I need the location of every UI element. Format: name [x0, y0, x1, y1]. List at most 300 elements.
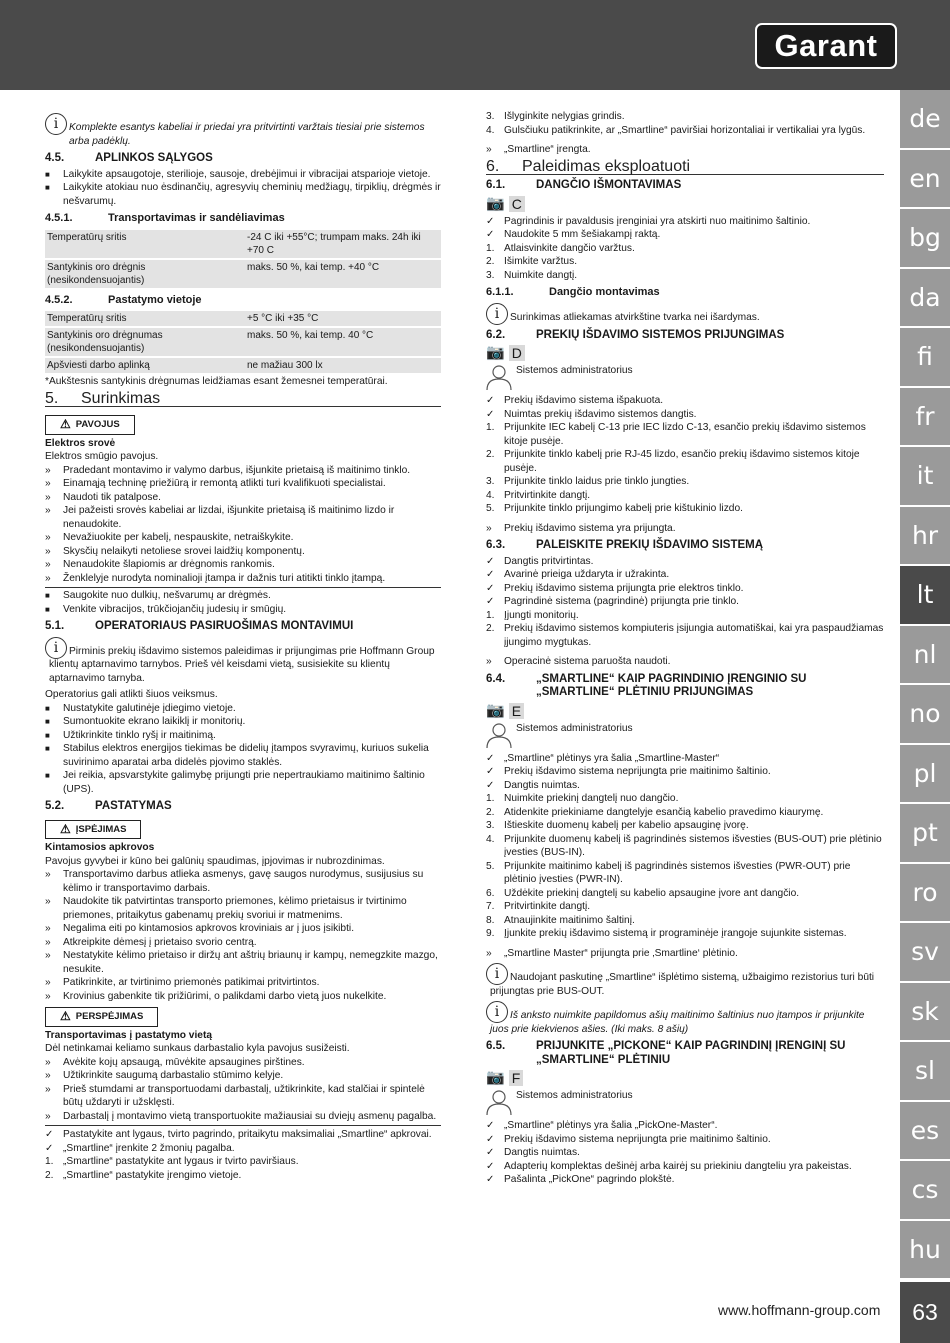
list	[486, 110, 884, 137]
section-heading: 4.5. APLINKOS SĄLYGOS	[45, 152, 213, 164]
result-line	[486, 655, 884, 669]
list-marker: ✓	[486, 596, 495, 607]
person-icon	[486, 1089, 512, 1115]
info-text: Naudojant paskutinę „Smartline“ išplėtimo sistemą, užbaigimo rezistorius turi būti prijungtas prie BUS-OUT.	[490, 972, 875, 997]
list-item-text: Atidenkite priekiniame dangtelyje esančią kabelio pravedimo kiaurymę.	[504, 806, 824, 818]
figure-ref	[486, 703, 884, 719]
list-item-text: Nustatykite galutinėje įdiegimo vietoje.	[63, 702, 236, 714]
camera-icon: 📷	[486, 1069, 505, 1086]
list-item-text: Užtikrinkite tinklo ryšį ir maitinimą.	[63, 729, 216, 741]
list-marker: ✓	[486, 1160, 495, 1172]
list-item	[45, 181, 441, 208]
list-marker: »	[45, 896, 51, 907]
list-item	[486, 947, 884, 961]
list-marker: »	[45, 1083, 51, 1095]
list-marker: 3.	[486, 269, 495, 281]
list-item	[45, 1142, 441, 1156]
list-marker: ✓	[486, 229, 495, 240]
transport-conditions-table	[45, 228, 441, 290]
info-text: Pirminis prekių išdavimo sistemos paleidimas ir prijungimas prie Hoffmann Group klientų aptarnavimo tarnybos. Prieš vėl keisdami vietą, susisiekite su klientų aptarnavimo tarnyba.	[49, 645, 435, 684]
list-marker: 3.	[486, 111, 495, 122]
language-tab-bg[interactable]: bg	[900, 209, 950, 267]
language-tab-pl[interactable]: pl	[900, 745, 950, 803]
list-item	[45, 976, 441, 990]
info-note	[45, 113, 441, 148]
result-line	[486, 143, 884, 157]
section-heading: 5.1. OPERATORIAUS PASIRUOŠIMAS MONTAVIMUI	[45, 620, 354, 632]
list-item-text: Nuimtas prekių išdavimo sistemos dangtis.	[504, 408, 697, 420]
list-item-text: Skysčių nelaikyti netoliese srovei laidžių komponentų.	[63, 545, 305, 557]
list-item	[486, 819, 884, 833]
list	[486, 394, 884, 421]
language-tabs	[900, 90, 950, 1280]
list-marker: »	[486, 656, 492, 667]
list-item	[486, 448, 884, 475]
chapter-heading: 6. Paleidimas eksploatuoti	[486, 160, 884, 176]
intro-text: Operatorius gali atlikti šiuos veiksmus.	[45, 689, 218, 700]
list-marker: 4.	[486, 833, 495, 845]
result-line	[486, 522, 884, 536]
info-icon: i	[45, 637, 67, 659]
list-item	[45, 702, 441, 716]
list-marker: »	[45, 1070, 51, 1081]
table-cell-label: Santykinis oro drėgnumas (nesikondensuojantis)	[45, 328, 245, 356]
list	[486, 792, 884, 941]
list-item-text: Nuimkite dangtį.	[504, 269, 578, 281]
figure-ref	[486, 345, 884, 361]
list-item-text: Uždėkite priekinį dangtelį su kabelio apsaugine įvore ant dangčio.	[504, 887, 800, 899]
warning-triangle-icon: ⚠	[60, 821, 71, 836]
list-marker: ✓	[486, 569, 495, 580]
list-item-text: „Smartline“ įrengta.	[504, 144, 591, 155]
language-tab-en[interactable]: en	[900, 150, 950, 208]
table-cell-value: -24 C iki +55°C; trumpam maks. 24h iki +70 C	[245, 230, 441, 258]
table-cell-label: Santykinis oro drėgnis (nesikondensuojantis)	[45, 260, 245, 288]
list-marker: »	[486, 522, 492, 534]
left-column	[45, 110, 441, 1182]
section-heading: 6.1.1. Dangčio montavimas	[486, 286, 660, 298]
list-item-text: Dangtis nuimtas.	[504, 779, 580, 791]
list-marker: »	[45, 977, 51, 988]
list	[45, 868, 441, 1003]
language-tab-sk[interactable]: sk	[900, 983, 950, 1041]
list-item	[486, 568, 884, 582]
list-item	[45, 572, 441, 586]
list	[486, 1119, 884, 1187]
warning-label: ⚠ ĮSPĖJIMAS	[45, 820, 141, 840]
list-item	[45, 1056, 441, 1070]
list-item	[486, 421, 884, 448]
list-marker: »	[45, 1056, 51, 1068]
section-heading: 4.5.1. Transportavimas ir sandėliavimas	[45, 212, 285, 224]
list-item-text: Pradedant montavimo ir valymo darbus, išjunkite prietaisą iš maitinimo tinklo.	[63, 464, 411, 476]
list-marker: ■	[45, 703, 50, 713]
table-row	[45, 260, 441, 288]
info-icon: i	[45, 113, 67, 135]
list-marker: ■	[45, 183, 50, 192]
role-indicator	[486, 722, 884, 748]
list-item-text: „Smartline“ pastatykite ant lygaus ir tvirto paviršiaus.	[63, 1156, 299, 1167]
list-item-text: Jei reikia, apsvarstykite galimybę prijungti prie nepertraukiamo maitinimo šaltinio (UPS).	[63, 770, 425, 795]
list-item	[486, 255, 884, 269]
language-tab-nl[interactable]: nl	[900, 626, 950, 684]
language-tab-ro[interactable]: ro	[900, 864, 950, 922]
table-row	[45, 328, 441, 356]
info-text: Komplekte esantys kabeliai ir priedai yra pritvirtinti varžtais tiesiai prie sistemos arba padėklų.	[69, 122, 425, 147]
list-item	[45, 477, 441, 491]
list	[45, 587, 441, 616]
list-marker: ■	[45, 169, 50, 179]
footer-url[interactable]: www.hoffmann-group.com	[718, 1302, 881, 1318]
list-item-text: Atkreipkite dėmesį į prietaiso svorio centrą.	[63, 936, 257, 948]
list-item	[45, 589, 441, 603]
list-item-text: Saugokite nuo dulkių, nešvarumų ar drėgmės.	[63, 590, 271, 601]
list-marker: 3.	[486, 476, 495, 487]
list-item	[486, 394, 884, 408]
list-marker: ■	[45, 591, 50, 600]
list-marker: ✓	[486, 582, 495, 594]
chapter-heading: 5. Surinkimas	[45, 392, 441, 408]
role-text: Sistemos administratorius	[516, 365, 633, 376]
list-item-text: Prijunkite duomenų kabelį iš pagrindinės sistemos išvesties (BUS-OUT) prie plėtinio įvesties (BUS-IN).	[504, 833, 882, 858]
list-marker: »	[45, 559, 51, 570]
list-marker: »	[45, 532, 51, 543]
list-marker: »	[45, 464, 51, 476]
list-item-text: Prekių išdavimo sistema išpakuota.	[504, 395, 664, 406]
list-marker: »	[45, 923, 51, 934]
list-marker: »	[45, 936, 51, 948]
role-indicator	[486, 1089, 884, 1115]
language-tab-sl[interactable]: sl	[900, 1042, 950, 1100]
list-marker: ✓	[486, 1133, 495, 1145]
list-item	[45, 464, 441, 478]
list-item	[486, 655, 884, 669]
list-marker: ✓	[486, 395, 495, 406]
list-item-text: Dangtis pritvirtintas.	[504, 555, 594, 567]
table-cell-value: ne mažiau 300 lx	[245, 358, 441, 373]
person-icon	[486, 364, 512, 390]
list-marker: ✓	[486, 555, 495, 567]
header-bar	[0, 0, 950, 90]
list-item	[45, 531, 441, 545]
table-cell-label: Temperatūrų sritis	[45, 311, 245, 326]
section-heading: 6.1. DANGČIO IŠMONTAVIMAS	[486, 179, 682, 191]
list-item-text: Nuimkite priekinį dangtelį nuo dangčio.	[504, 793, 679, 804]
list-item-text: Išimkite varžtus.	[504, 256, 578, 267]
list-marker: »	[45, 950, 51, 961]
list-marker: »	[45, 572, 51, 584]
list-item	[486, 860, 884, 887]
list-marker: 1.	[486, 242, 495, 254]
list-marker: ■	[45, 730, 50, 740]
hazard-title: Elektros srovė	[45, 437, 116, 449]
list-item	[486, 1133, 884, 1147]
list-item-text: Avarinė prieiga uždaryta ir užrakinta.	[504, 569, 670, 580]
list-marker: 2.	[486, 256, 495, 267]
list-item	[486, 1173, 884, 1187]
section-heading: 5.2. PASTATYMAS	[45, 800, 172, 812]
list-marker: 5.	[486, 860, 495, 872]
list-marker: ✓	[486, 752, 495, 764]
list-item-text: Prekių išdavimo sistema neprijungta prie maitinimo šaltinio.	[504, 1133, 771, 1145]
list-item-text: Pritvirtinkite dangtį.	[504, 489, 591, 501]
list-marker: ✓	[45, 1142, 54, 1154]
table-row	[45, 358, 441, 373]
list-item	[486, 833, 884, 860]
list-marker: 7.	[486, 901, 495, 912]
list-marker: ✓	[486, 766, 495, 777]
list-marker: ✓	[486, 1147, 495, 1158]
list-item	[486, 124, 884, 138]
list	[486, 555, 884, 609]
list-marker: 1.	[486, 422, 495, 433]
list-item	[45, 504, 441, 531]
list-item	[45, 603, 441, 617]
list	[45, 464, 441, 586]
camera-icon: 📷	[486, 344, 505, 361]
list-item-text: Transportavimo darbus atlieka asmenys, gavę saugos nurodymus, susijusius su kėlimo ir transportavimo darbais.	[63, 869, 424, 894]
figure-letter: F	[509, 1070, 524, 1086]
list-item-text: Jei pažeisti srovės kabeliai ar lizdai, išjunkite prietaisą iš maitinimo lizdo ir nenaudokite.	[63, 505, 395, 530]
list-marker: ■	[45, 717, 50, 726]
list-item	[486, 228, 884, 242]
role-text: Sistemos administratorius	[516, 722, 633, 734]
list-item	[486, 792, 884, 806]
section-heading: 6.4. „SMARTLINE“ KAIP PAGRINDINIO ĮRENGINIO SU „SMARTLINE“ PLĖTINIU PRIJUNGIMAS	[486, 672, 807, 698]
list-item-text: „Smartline“ pastatykite įrengimo vietoje.	[63, 1169, 242, 1181]
list-marker: »	[486, 144, 492, 155]
list	[45, 168, 441, 209]
list-item-text: Pritvirtinkite dangtį.	[504, 901, 591, 912]
list-item	[486, 887, 884, 901]
table-cell-label: Apšviesti darbo aplinką	[45, 358, 245, 373]
section-heading: 6.3. PALEISKITE PREKIŲ IŠDAVIMO SISTEMĄ	[486, 539, 764, 551]
list-item	[45, 1128, 441, 1142]
list-item	[45, 936, 441, 950]
list-item	[486, 143, 884, 157]
language-tab-cs[interactable]: cs	[900, 1161, 950, 1219]
list-item	[486, 475, 884, 489]
list-item	[486, 502, 884, 516]
language-tab-it[interactable]: it	[900, 447, 950, 505]
hazard-text: Pavojus gyvybei ir kūno bei galūnių spaudimas, įpjovimas ir nubrozdinimas.	[45, 855, 385, 867]
list-marker: »	[486, 947, 492, 959]
list-item-text: Einamąją techninę priežiūrą ir remontą atlikti turi kvalifikuoti specialistai.	[63, 478, 386, 489]
list-item	[486, 779, 884, 793]
list-item	[45, 1110, 441, 1124]
info-icon: i	[486, 963, 508, 985]
info-note	[486, 303, 884, 325]
list-item-text: Naudokite tik patvirtintas transporto priemones, kėlimo prietaisus ir tvirtinimo priemones, pritaikytus gabenamų prekių svoriui ir matmenims.	[63, 896, 407, 921]
list-marker: ■	[45, 604, 50, 614]
list-item	[486, 927, 884, 941]
list-item-text: Sumontuokite ekrano laikiklį ir monitorių.	[63, 716, 246, 727]
figure-ref	[486, 196, 884, 212]
list-item-text: Prekių išdavimo sistemos kompiuteris įsijungia automatiškai, kai yra paspaudžiamas įjungimo mygtukas.	[504, 623, 884, 648]
section-heading: 4.5.2. Pastatymo vietoje	[45, 293, 202, 306]
list-item-text: Laikykite apsaugotoje, sterilioje, sausoje, drebėjimui ir vibracijai atsparioje vietoje.	[63, 168, 431, 180]
language-tab-sv[interactable]: sv	[900, 923, 950, 981]
list-item	[486, 242, 884, 256]
table-cell-value: maks. 50 %, kai temp. +40 °C	[245, 260, 441, 288]
list	[45, 1128, 441, 1155]
list-item-text: Laikykite atokiau nuo ėsdinančių, agresyvių cheminių medžiagų, tirpiklių, drėgmės ir nešvarumų.	[63, 182, 441, 207]
result-line	[486, 947, 884, 961]
list-marker: 6.	[486, 887, 495, 899]
list-item-text: „Smartline“ įrenkite 2 žmonių pagalba.	[63, 1142, 235, 1154]
list-marker: 9.	[486, 928, 495, 939]
list-item	[45, 491, 441, 505]
table-cell-label: Temperatūrų sritis	[45, 230, 245, 258]
list-item-text: „Smartline“ plėtinys yra šalia „Smartline-Master“	[504, 752, 720, 764]
list-item-text: Patikrinkite, ar tvirtinimo priemonės patikimai pritvirtintos.	[63, 977, 320, 988]
list-marker: »	[45, 990, 51, 1002]
hazard-text: Elektros smūgio pavojus.	[45, 451, 159, 462]
info-note	[45, 637, 441, 686]
list-item	[45, 1083, 441, 1110]
language-tab-fi[interactable]: fi	[900, 328, 950, 386]
figure-letter: C	[509, 196, 525, 212]
list-item	[486, 914, 884, 928]
info-text: Surinkimas atliekamas atvirkštine tvarka nei išardymas.	[510, 311, 760, 323]
list	[45, 1155, 441, 1182]
list-item-text: Negalima eiti po kintamosios apkrovos kroviniais ar į juos įsikibti.	[63, 923, 355, 934]
language-tab-hr[interactable]: hr	[900, 507, 950, 565]
list-item-text: Avėkite kojų apsaugą, mūvėkite apsaugines pirštines.	[63, 1056, 305, 1068]
list-item	[45, 715, 441, 729]
info-icon: i	[486, 303, 508, 325]
info-note	[486, 963, 884, 998]
list-marker: ✓	[486, 1120, 495, 1131]
table-cell-value: +5 °C iki +35 °C	[245, 311, 441, 326]
camera-icon: 📷	[486, 194, 505, 212]
hazard-title: Transportavimas į pastatymo vietą	[45, 1029, 213, 1041]
language-tab-no[interactable]: no	[900, 685, 950, 743]
footnote: *Aukštesnis santykinis drėgnumas leidžiamas esant žemesnei temperatūrai.	[45, 376, 388, 387]
list-item	[45, 742, 441, 769]
list-item	[45, 895, 441, 922]
list-item-text: Prijunkite tinklo kabelį prie RJ-45 lizdo, esančio prekių išdavimo sistemos kitoje pusėje.	[504, 449, 860, 474]
list-marker: 2.	[486, 806, 495, 818]
list-item-text: Pastatykite ant lygaus, tvirto pagrindo, pritaikytu maksimaliai „Smartline“ apkrovai.	[63, 1129, 432, 1140]
list-item-text: Operacinė sistema paruošta naudoti.	[504, 656, 671, 667]
list-marker: ✓	[486, 408, 495, 420]
list-item-text: Nevažiuokite per kabelį, nespauskite, netraiškykite.	[63, 532, 294, 543]
table-cell-value: maks. 50 %, kai temp. 40 °C	[245, 328, 441, 356]
list-item-text: Atnaujinkite maitinimo šaltinį.	[504, 914, 635, 926]
list-item	[45, 168, 441, 182]
language-tab-lt[interactable]: lt	[900, 566, 950, 624]
list-marker: 2.	[486, 449, 495, 460]
warning-triangle-icon: ⚠	[60, 1009, 71, 1023]
list-item-text: Nenaudokite šlapiomis ar drėgnomis rankomis.	[63, 559, 275, 570]
list-item	[486, 1160, 884, 1174]
site-conditions-table	[45, 309, 441, 375]
list-item-text: Krovinius gabenkite tik prižiūrimi, o palikdami darbo vietą juos nukelkite.	[63, 990, 387, 1002]
list	[45, 702, 441, 797]
list-marker: »	[45, 491, 51, 503]
list-marker: 8.	[486, 914, 495, 926]
list-marker: »	[45, 1110, 51, 1122]
list-item-text: „Smartline“ plėtinys yra šalia „PickOne-Master“.	[504, 1120, 718, 1131]
role-text: Sistemos administratorius	[516, 1090, 633, 1101]
list-item	[45, 1155, 441, 1169]
list-item	[486, 765, 884, 779]
list-item-text: Dangtis nuimtas.	[504, 1147, 580, 1158]
camera-icon: 📷	[486, 701, 505, 719]
list-item-text: Atlaisvinkite dangčio varžtus.	[504, 242, 635, 254]
language-tab-da[interactable]: da	[900, 269, 950, 327]
caution-label: ⚠ PERSPĖJIMAS	[45, 1007, 158, 1027]
list-item-text: Prijunkite tinklo laidus prie tinklo jungties.	[504, 476, 690, 487]
list	[486, 421, 884, 516]
list-item	[486, 595, 884, 609]
language-tab-es[interactable]: es	[900, 1102, 950, 1160]
info-icon: i	[486, 1001, 508, 1023]
list-item-text: Pagrindinė sistema (pagrindinė) prijungta prie tinklo.	[504, 596, 740, 607]
list-item-text: Prijunkite IEC kabelį C-13 prie IEC lizdo C-13, esančio prekių išdavimo sistemos kitoje pusėje.	[504, 422, 866, 447]
list-marker: »	[45, 869, 51, 880]
info-note	[486, 1001, 884, 1036]
list-item-text: Prieš stumdami ar transportuodami darbastalį, užtikrinkite, kad stalčiai ir spintelė būtų uždaryti ir užsklęsti.	[63, 1083, 425, 1108]
list	[486, 609, 884, 650]
language-tab-hu[interactable]: hu	[900, 1221, 950, 1279]
list-marker: 5.	[486, 503, 495, 514]
language-tab-pt[interactable]: pt	[900, 804, 950, 862]
list-item	[486, 522, 884, 536]
list-item	[486, 215, 884, 229]
list-item-text: Nestatykite kėlimo prietaiso ir diržų ant aštrių briaunų ir kampų, nemegzkite mazgo, nesukite.	[63, 950, 438, 975]
hazard-title: Kintamosios apkrovos	[45, 842, 155, 853]
list-item-text: Ženklelyje nurodyta nominalioji įtampa ir dažnis turi atitikti tinklo įtampą.	[63, 572, 386, 584]
list-item-text: Pagrindinis ir pavaldusis įrenginiai yra atskirti nuo maitinimo šaltinio.	[504, 215, 811, 227]
list-marker: ✓	[45, 1129, 54, 1140]
list-item	[45, 545, 441, 559]
list-item	[45, 1069, 441, 1083]
list-item-text: Adapterių komplektas dešinėj arba kairėj su priekiniu dangteliu yra pakeistas.	[504, 1160, 852, 1172]
list-marker: 3.	[486, 820, 495, 831]
list-item-text: Venkite vibracijos, trūkčiojančių judesių ir smūgių.	[63, 603, 287, 615]
role-indicator	[486, 364, 884, 390]
list-item	[486, 1146, 884, 1160]
section-heading: 6.2. PREKIŲ IŠDAVIMO SISTEMOS PRIJUNGIMAS	[486, 328, 785, 341]
list-item	[486, 408, 884, 422]
list-item-text: Prekių išdavimo sistema yra prijungta.	[504, 522, 676, 534]
list	[486, 215, 884, 242]
warning-triangle-icon: ⚠	[60, 417, 71, 431]
person-icon	[486, 722, 512, 748]
garant-logo: Garant	[755, 23, 897, 69]
list-item-text: „Smartline Master“ prijungta prie ‚Smartline‘ plėtinio.	[504, 947, 738, 959]
language-tab-de[interactable]: de	[900, 90, 950, 148]
list-marker: ✓	[486, 1174, 495, 1185]
list-marker: ✓	[486, 215, 495, 227]
list-item	[486, 752, 884, 766]
list-marker: »	[45, 478, 51, 489]
language-tab-fr[interactable]: fr	[900, 388, 950, 446]
list-item-text: Įjungti monitorių.	[504, 609, 579, 621]
list-item-text: Naudokite 5 mm šešiakampį raktą.	[504, 229, 661, 240]
list-marker: 4.	[486, 489, 495, 501]
list-marker: 4.	[486, 124, 495, 136]
list-item	[45, 922, 441, 936]
list	[486, 752, 884, 793]
list-item	[486, 110, 884, 124]
list-item-text: Ištieskite duomenų kabelį per kabelio apsauginę įvorę.	[504, 820, 749, 831]
list-item	[486, 609, 884, 623]
list-marker: ■	[45, 744, 50, 753]
right-column	[486, 110, 884, 1187]
